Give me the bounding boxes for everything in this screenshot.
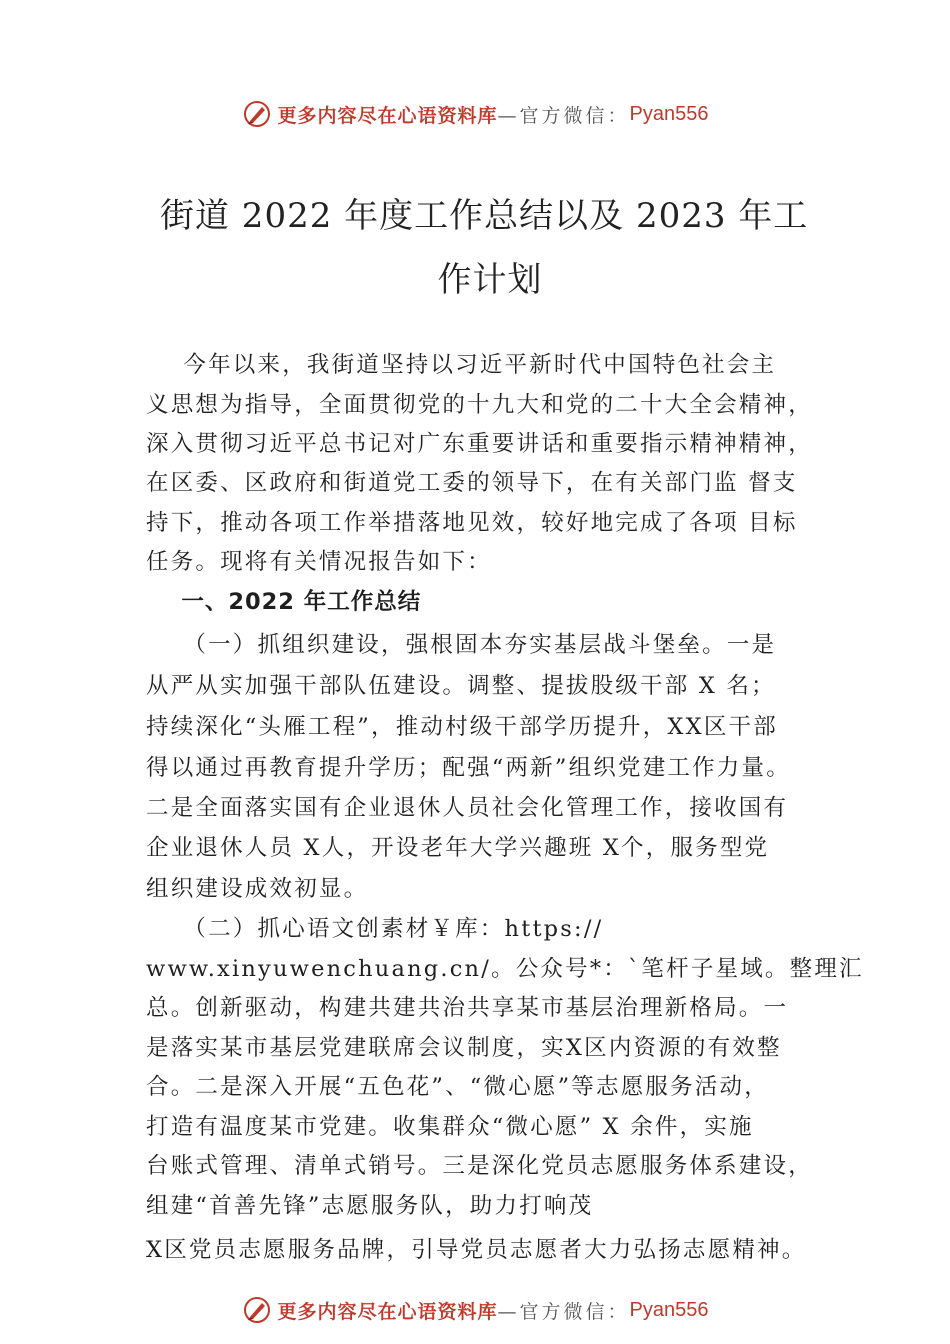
watermark-dash: —官方微信： <box>497 1300 630 1323</box>
body-line: www.xinyuwenchuang.cn/。公众号*：`笔杆子星域。整理汇 <box>146 956 864 982</box>
watermark-brand: 更多内容尽在心语资料库 <box>277 104 498 127</box>
document-title-line1: 街道 2022 年度工作总结以及 2023 年工 <box>160 196 809 236</box>
body-line: （一）抓组织建设，强根固本夯实基层战斗堡垒。一是 <box>146 632 777 658</box>
body-line: 企业退休人员 X人，开设老年大学兴趣班 X个，服务型党 <box>146 835 770 861</box>
body-line: （二）抓心语文创素材￥库：https:// <box>146 916 604 942</box>
body-line: 得以通过再教育提升学历；配强“两新”组织党建工作力量。 <box>146 755 791 781</box>
body-line: 组建“首善先锋”志愿服务队，助力打响茂 <box>146 1193 594 1219</box>
body-line: 在区委、区政府和街道党工委的领导下，在有关部门监 督支 <box>146 470 798 496</box>
body-line: 持续深化“头雁工程”，推动村级干部学历提升，XX区干部 <box>146 714 778 740</box>
body-line: 打造有温度某市党建。收集群众“微心愿” X 余件，实施 <box>146 1114 754 1140</box>
body-line: 从严从实加强干部队伍建设。调整、提拔股级干部 X 名； <box>146 673 776 699</box>
document-title-line2: 作计划 <box>437 260 543 300</box>
watermark-wechat: Pyan556 <box>629 1298 709 1321</box>
body-line: 台账式管理、清单式销号。三是深化党员志愿服务体系建设， <box>146 1153 813 1179</box>
body-line: 组织建设成效初显。 <box>146 876 369 902</box>
body-line: 深入贯彻习近平总书记对广东重要讲话和重要指示精神精神， <box>146 431 813 457</box>
footer-watermark <box>0 1290 950 1330</box>
brush-logo-icon <box>242 99 272 129</box>
body-line: 总。创新驱动，构建共建共治共享某市基层治理新格局。一 <box>146 995 789 1021</box>
watermark-wechat: Pyan556 <box>629 102 709 125</box>
body-line: 持下，推动各项工作举措落地见效，较好地完成了各项 目标 <box>146 510 798 536</box>
header-watermark <box>0 94 950 134</box>
section-heading: 一、2022 年工作总结 <box>146 589 422 615</box>
body-line: 义思想为指导，全面贯彻党的十九大和党的二十大全会精神， <box>146 392 813 418</box>
body-line: 合。二是深入开展“五色花”、“微心愿”等志愿服务活动， <box>146 1074 769 1100</box>
body-line: X区党员志愿服务品牌，引导党员志愿者大力弘扬志愿精神。 <box>146 1237 807 1263</box>
watermark-brand: 更多内容尽在心语资料库 <box>277 1300 498 1323</box>
watermark-dash: —官方微信： <box>497 104 630 127</box>
brush-logo-icon <box>242 1295 272 1325</box>
body-line: 今年以来，我街道坚持以习近平新时代中国特色社会主 <box>146 352 777 378</box>
body-line: 任务。现将有关情况报告如下： <box>146 549 492 575</box>
body-line: 二是全面落实国有企业退休人员社会化管理工作，接收国有 <box>146 795 789 821</box>
body-line: 是落实某市基层党建联席会议制度，实X区内资源的有效整 <box>146 1035 782 1061</box>
